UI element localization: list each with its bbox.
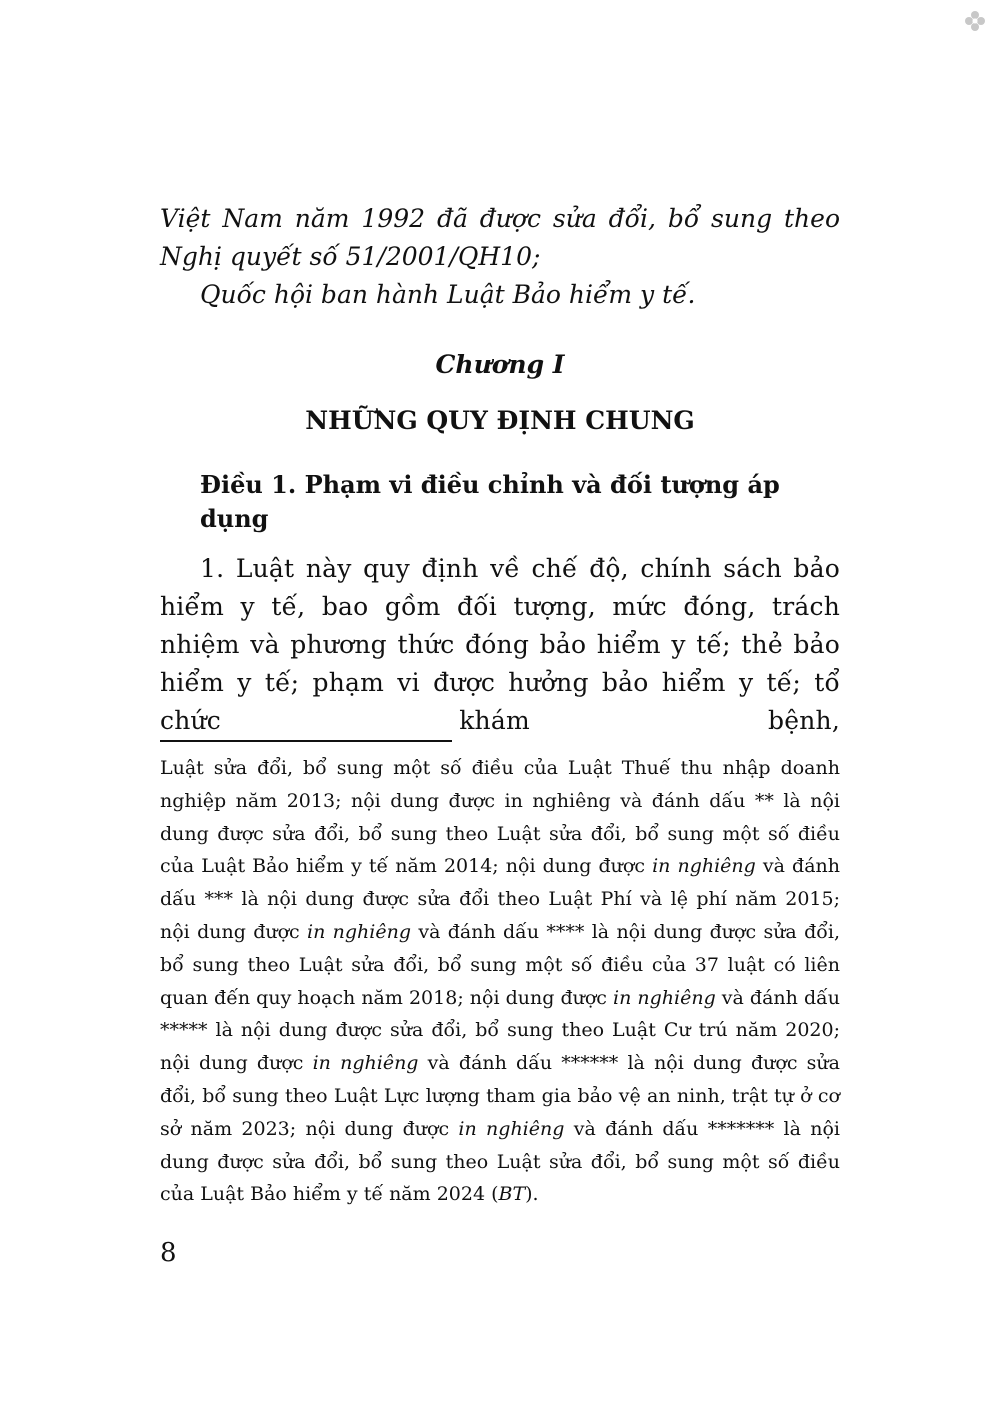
footnote	[160, 752, 840, 1211]
footnote-italic: in nghiêng	[652, 855, 756, 878]
footnote-italic: BT	[498, 1183, 526, 1206]
footnote-text: và đánh dấu ******* là nội dung được sửa đổi, bổ sung theo Luật sửa đổi, bổ sung một số điều của Luật Bảo hiểm y tế năm 2024 (	[160, 1117, 840, 1206]
page-number: 8	[160, 1238, 177, 1268]
footnote-italic: in nghiêng	[312, 1052, 419, 1075]
chapter-title: NHỮNG QUY ĐỊNH CHUNG	[305, 406, 695, 435]
footnote-italic: in nghiêng	[307, 920, 412, 943]
footnote-text: Luật sửa đổi, bổ sung một số điều của Luật Thuế thu nhập doanh nghiệp năm 2013; nội dung được in nghiêng và đánh dấu ** là nội dung được sửa đổi, bổ sung theo Luật sửa đổi, bổ sung một số điều của Luật Bảo hiểm y tế năm 2014; nội dung được	[160, 757, 840, 878]
intro-enactment: Quốc hội ban hành Luật Bảo hiểm y tế.	[200, 280, 696, 309]
article-paragraph: 1. Luật này quy định về chế độ, chính sách bảo hiểm y tế, bao gồm đối tượng, mức đóng, trách nhiệm và phương thức đóng bảo hiểm y tế; thẻ bảo hiểm y tế; phạm vi được hưởng bảo hiểm y tế; tổ chức khám bệnh,	[160, 554, 840, 735]
footnote-text: và đánh dấu **** là nội dung được sửa đổi, bổ sung theo Luật sửa đổi, bổ sung một số điều của 37 luật có liên quan đến quy hoạch năm 2018; nội dung được	[160, 920, 840, 1009]
page-body	[160, 200, 840, 740]
footnote-divider	[160, 740, 452, 742]
flower-watermark-icon	[964, 10, 986, 32]
footnote-text: và đánh dấu ****** là nội dung được sửa đổi, bổ sung theo Luật Lực lượng tham gia bảo vệ an ninh, trật tự ở cơ sở năm 2023; nội dung được	[160, 1052, 840, 1140]
footnote-text: ).	[525, 1183, 539, 1206]
footnote-italic: in nghiêng	[613, 986, 716, 1009]
chapter-label: Chương I	[435, 350, 565, 379]
article-title: Điều 1. Phạm vi điều chỉnh và đối tượng áp dụng	[200, 470, 780, 533]
footnote-text: và đánh dấu ***** là nội dung được sửa đổi, bổ sung theo Luật Cư trú năm 2020; nội dung được	[160, 986, 840, 1075]
footnote-italic: in nghiêng	[458, 1117, 565, 1140]
intro-text: Việt Nam năm 1992 đã được sửa đổi, bổ sung theo Nghị quyết số 51/2001/QH10;	[160, 204, 840, 271]
footnote-text: và đánh dấu *** là nội dung được sửa đổi theo Luật Phí và lệ phí năm 2015; nội dung được	[160, 855, 840, 943]
